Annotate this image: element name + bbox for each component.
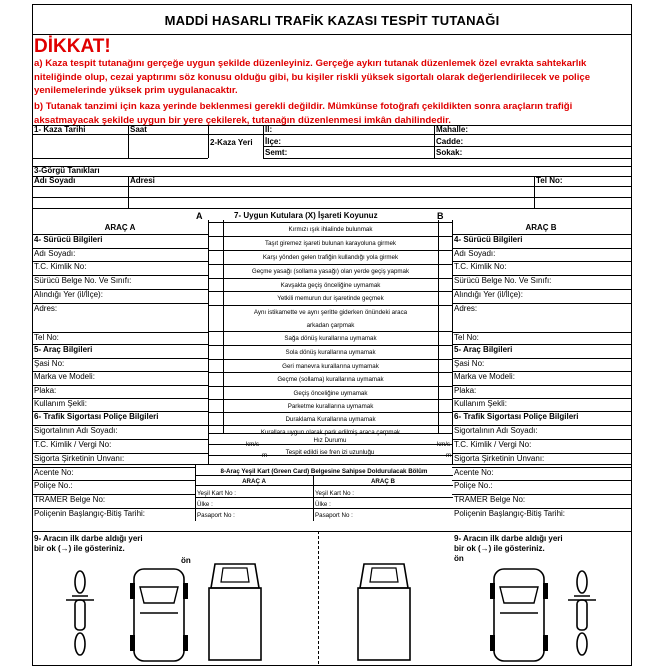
vehicle-a-belge: Sürücü Belge No. Ve Sınıfı: [34, 276, 132, 285]
item-4: Kavşakta geçiş önceliğine uymamak [280, 282, 381, 289]
sokak-label: Sokak: [436, 148, 463, 157]
row-divider [223, 386, 438, 387]
policy-a-acente: Acente No: [34, 468, 74, 477]
vehicle-a-sigorta: 6- Trafik Sigortası Poliçe Bilgileri [34, 412, 159, 421]
item-5: Yetkili memurun dur işaretinde geçmek [277, 295, 384, 302]
section9-text-a2: bir ok (→) ile gösteriniz. [34, 544, 125, 553]
item-2: Karşı yönden gelen trafiğin kullandığı yola girmek [262, 254, 399, 261]
vehicle-b-belge: Sürücü Belge No. Ve Sınıfı: [454, 276, 552, 285]
row-divider [32, 303, 208, 304]
checkbox-b [438, 291, 452, 292]
checkbox-a [208, 331, 223, 332]
vehicle-b-sasi: Şasi No: [454, 359, 485, 368]
vehicle-a-kullanim: Kullanım Şekli: [34, 399, 87, 408]
row-divider [223, 412, 438, 413]
checkbox-a [208, 222, 223, 223]
vehicle-b-sirket: Sigorta Şirketinin Unvanı: [454, 454, 545, 463]
row-divider [223, 399, 438, 400]
item-9: Sola dönüş kurallarına uymamak [285, 349, 376, 356]
row-divider [223, 345, 438, 346]
checkbox-b [438, 250, 452, 251]
green-card-a: ARAÇ A [242, 478, 266, 485]
checkbox-a [208, 359, 223, 360]
row-divider [223, 372, 438, 373]
item-1: Taşıt giremez işareti bulunan karayoluna girmek [264, 240, 397, 247]
ulke-b: Ülke : [315, 501, 331, 508]
gorgu-heading: 3-Görgü Tanıkları [34, 166, 100, 175]
speed-unit-b: km/s [437, 441, 451, 448]
car-top-icon-b [490, 565, 548, 665]
checkbox-b [438, 305, 452, 306]
item-14: Duraklama Kurallarına uymamak [285, 416, 376, 423]
hiz-durumu: Hız Durumu [313, 437, 347, 444]
checkbox-b [438, 425, 452, 426]
checkbox-b [438, 359, 452, 360]
checkbox-a [208, 278, 223, 279]
policy-a-police: Poliçe No.: [34, 481, 73, 490]
vehicle-a-surucu: 4- Sürücü Bilgileri [34, 235, 103, 244]
motorcycle-icon [60, 570, 100, 660]
vehicle-b-kullanim: Kullanım Şekli: [454, 399, 507, 408]
policy-b-police: Poliçe No.: [454, 481, 493, 490]
policy-b-acente: Acente No: [454, 468, 494, 477]
checkbox-b [438, 345, 452, 346]
section9-on-a: ön [181, 556, 191, 565]
vehicle-a-tel: Tel No: [34, 333, 59, 342]
kaza-yeri-label: 2-Kaza Yeri [210, 138, 253, 147]
green-card-heading: 8-Araç Yeşil Kart (Green Card) Belgesine Sahipse Doldurulacak Bölüm [220, 468, 428, 475]
vehicle-b-surucu: 4- Sürücü Bilgileri [454, 235, 523, 244]
il-label: İl: [265, 125, 273, 134]
vehicle-b-arac: 5- Araç Bilgileri [454, 345, 513, 354]
tanik-adres-label: Adresi [130, 176, 155, 185]
policy-a-baslangic: Poliçenin Başlangıç-Bitiş Tarihi: [34, 509, 146, 518]
m-unit-b: m [446, 452, 452, 459]
checkbox-b [438, 278, 452, 279]
yesil-kart-a: Yeşil Kart No : [197, 490, 236, 497]
item-6: Aynı istikamette ve aynı şeritte giderken önündeki araca [253, 309, 408, 316]
policy-b-tramer: TRAMER Belge No: [454, 495, 526, 504]
speed-unit-a: km/s [246, 441, 260, 448]
pasaport-b: Pasaport No : [315, 512, 353, 519]
motorcycle-icon-b [562, 570, 602, 660]
green-card-b: ARAÇ B [370, 478, 396, 485]
checkbox-a [208, 412, 223, 413]
row-divider [223, 291, 438, 292]
checkbox-a [208, 372, 223, 373]
vehicle-b-adi_soyadi: Adı Soyadı: [454, 249, 496, 258]
warning-a: a) Kaza tespit tutanağını gerçeğe uygun şekilde düzenleyiniz. Gerçeğe aykırı tutanak düzenlemek özel evrakta sahtekarlık niteliğinde olup, cezai yaptırımı söz konusu olduğu gibi, bu kişiler riskli yüksek sigortalı olarak değerlendirilecek ve poliçe yenilemelerinde yüksek prim uygulanacaktır. [34, 58, 591, 96]
fren-izi: Tespit edildi ise fren izi uzunluğu [285, 449, 375, 456]
vehicle-b-adres: Adres: [454, 304, 478, 313]
item-3: Geçme yasağı (sollama yasağı) olan yerde geçiş yapmak [251, 268, 410, 275]
truck-icon-b [352, 560, 416, 665]
checkbox-b [438, 331, 452, 332]
vehicle-a-arac: 5- Araç Bilgileri [34, 345, 93, 354]
vehicle-b-alindigi: Alındığı Yer (il/İlçe): [454, 290, 523, 299]
section9-text-b2: bir ok (→) ile gösteriniz. [454, 544, 545, 553]
cadde-label: Cadde: [436, 137, 464, 146]
section9-on-b: ön [454, 554, 464, 563]
checkbox-b [438, 412, 452, 413]
vehicle-a-marka: Marka ve Modeli: [34, 372, 95, 381]
vehicle-b-tel: Tel No: [454, 333, 479, 342]
checkbox-a [208, 386, 223, 387]
item-0: Kırmızı ışık ihlalinde bulunmak [288, 226, 373, 233]
tanik-tel-label: Tel No: [536, 176, 563, 185]
item-12: Geçiş önceliğine uymamak [293, 390, 368, 397]
yesil-kart-b: Yeşil Kart No : [315, 490, 354, 497]
checkbox-a [208, 236, 223, 237]
checkbox-a [208, 345, 223, 346]
vehicle-a-adres: Adres: [34, 304, 58, 313]
policy-b-baslangic: Poliçenin Başlangıç-Bitiş Tarihi: [454, 509, 566, 518]
vehicle-a-adi_soyadi: Adı Soyadı: [34, 249, 76, 258]
row-divider [223, 278, 438, 279]
warning-b: b) Tutanak tanzimi için kaza yerinde beklenmesi gerekli değildir. Mümkünse fotoğrafı çekildikten sonra araçların trafiği aksatmayacak şekilde uygun bir yere çekilerek, tutanağın düzenlenmesi imkân dahilindedir. [34, 101, 573, 126]
policy-a-tramer: TRAMER Belge No: [34, 495, 106, 504]
m-unit-a: m [262, 452, 268, 459]
vehicle-b-sigorta: 6- Trafik Sigortası Poliçe Bilgileri [454, 412, 579, 421]
row-divider [223, 331, 438, 332]
checkbox-a [208, 399, 223, 400]
vehicle-b-sigortali: Sigortalının Adı Soyadı: [454, 426, 538, 435]
checkbox-b [438, 386, 452, 387]
pasaport-a: Pasaport No : [197, 512, 235, 519]
column-b-letter: B [437, 211, 444, 221]
row-divider [223, 236, 438, 237]
vehicle-a-tc_vergi: T.C. Kimlik / Vergi No: [34, 440, 112, 449]
item-11: Geçme (sollama) kurallarına uymamak [277, 376, 384, 383]
checkbox-a [208, 425, 223, 426]
checkbox-b [438, 372, 452, 373]
warning-heading: DİKKAT! [34, 36, 111, 57]
vehicle-b-tc: T.C. Kimlik No: [454, 262, 507, 271]
row-divider [223, 264, 438, 265]
row-divider [223, 250, 438, 251]
row-divider [223, 359, 438, 360]
mahalle-label: Mahalle: [436, 125, 469, 134]
checkbox-a [208, 264, 223, 265]
semt-label: Semt: [265, 148, 288, 157]
kaza-tarihi-label: 1- Kaza Tarihi [34, 125, 86, 134]
middle-heading: 7- Uygun Kutulara (X) İşareti Koyunuz [234, 211, 378, 220]
form-title: MADDİ HASARLI TRAFİK KAZASI TESPİT TUTANAĞI [32, 4, 632, 35]
vehicle-b-plaka: Plaka: [454, 386, 477, 395]
checkbox-b [438, 236, 452, 237]
vehicle-a-sirket: Sigorta Şirketinin Unvanı: [34, 454, 125, 463]
vehicle-a-tc: T.C. Kimlik No: [34, 262, 87, 271]
checkbox-b [438, 222, 452, 223]
checkbox-a [208, 291, 223, 292]
checkbox-b [438, 399, 452, 400]
car-top-icon [130, 565, 188, 665]
vehicle-a-plaka: Plaka: [34, 386, 57, 395]
vehicle-a-alindigi: Alındığı Yer (il/İlçe): [34, 290, 103, 299]
item-8: Sağa dönüş kurallarına uymamak [284, 335, 377, 342]
item-13: Parketme kurallarına uymamak [287, 403, 374, 410]
vehicle-a-heading: ARAÇ A [104, 223, 136, 232]
saat-label: Saat [130, 125, 147, 134]
row-divider [452, 303, 631, 304]
vehicle-b-heading: ARAÇ B [525, 223, 557, 232]
truck-icon [203, 560, 267, 665]
vehicle-a-sigortali: Sigortalının Adı Soyadı: [34, 426, 118, 435]
row-divider [223, 222, 438, 223]
row-divider [32, 385, 208, 386]
vehicle-b-tc_vergi: T.C. Kimlik / Vergi No: [454, 440, 532, 449]
tanik-adi-label: Adı Soyadı [34, 176, 76, 185]
item-7: arkadan çarpmak [306, 322, 355, 329]
checkbox-b [438, 264, 452, 265]
ulke-a: Ülke : [197, 501, 213, 508]
vehicle-b-marka: Marka ve Modeli: [454, 372, 515, 381]
item-15: Kurallara uygun olarak park edilmiş araca çarpmak [260, 429, 401, 436]
checkbox-a [208, 305, 223, 306]
row-divider [223, 305, 438, 306]
item-10: Geri manevra kurallarına uymamak [282, 363, 379, 370]
row-divider [452, 385, 631, 386]
row-divider [223, 425, 438, 426]
ilce-label: İlçe: [265, 137, 282, 146]
column-a-letter: A [196, 211, 203, 221]
checkbox-a [208, 250, 223, 251]
vehicle-a-sasi: Şasi No: [34, 359, 65, 368]
section9-text-a1: 9- Aracın ilk darbe aldığı yeri [34, 534, 143, 543]
section9-text-b1: 9- Aracın ilk darbe aldığı yeri [454, 534, 563, 543]
